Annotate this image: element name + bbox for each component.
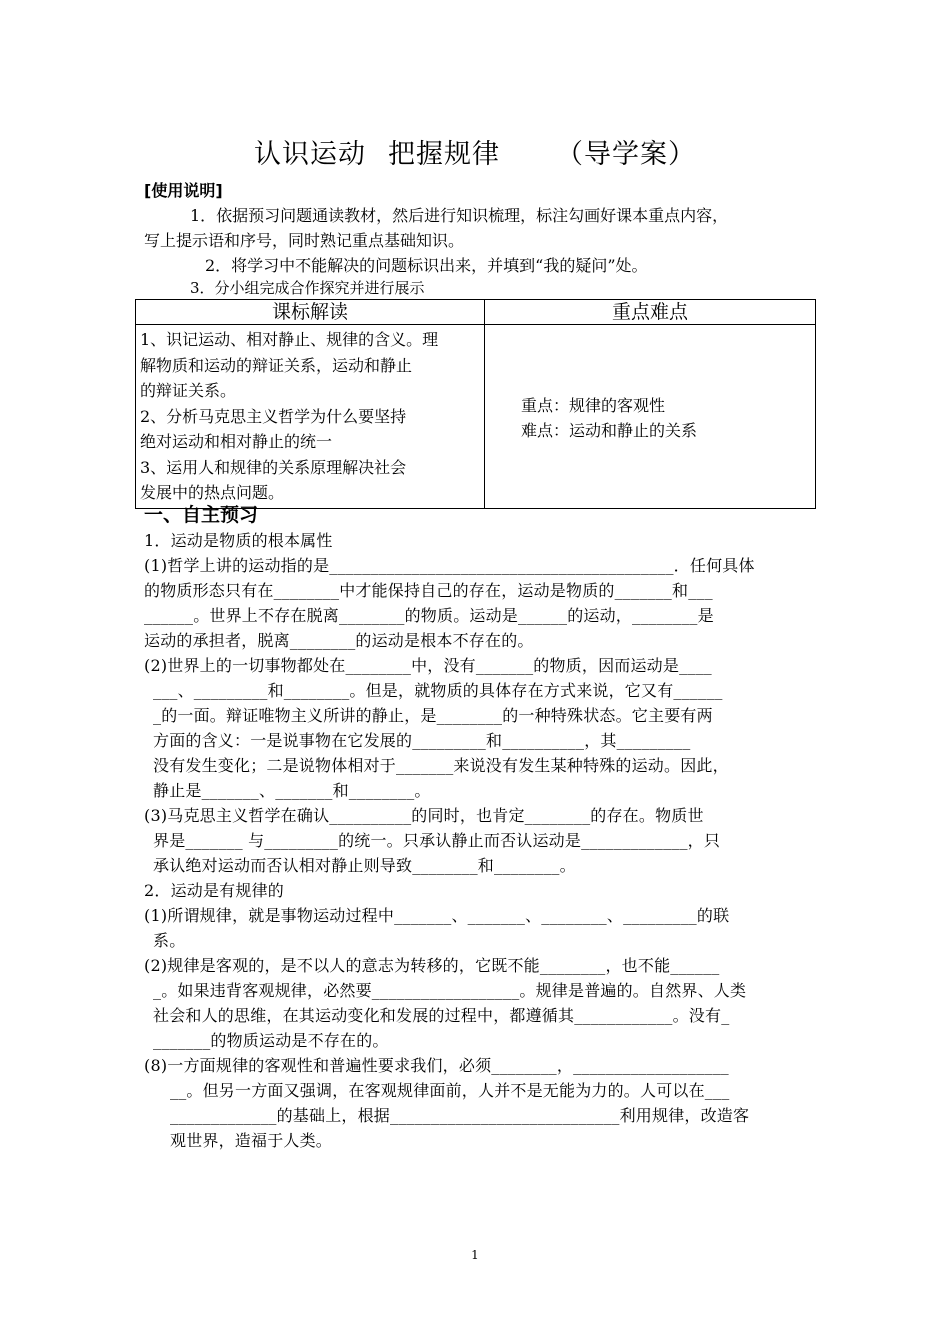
text-line: ______。世界上不存在脱离________的物质。运动是______的运动，________是 xyxy=(144,606,714,625)
text-line: 界是_______ 与_________的统一。只承认静止而否认运动是_____________，只 xyxy=(153,831,721,850)
text-line: 社会和人的思维，在其运动变化和发展的过程中，都遵循其____________。没有_ xyxy=(153,1006,730,1025)
usage-line-3: 2．将学习中不能解决的问题标识出来，并填到“我的疑问”处。 xyxy=(205,256,648,275)
key-point: 重点：规律的客观性 xyxy=(521,396,666,415)
table-header-curriculum: 课标解读 xyxy=(136,300,485,325)
text-line: _的一面。辩证唯物主义所讲的静止，是________的一种特殊状态。它主要有两 xyxy=(153,706,713,725)
usage-line-4: 3．分小组完成合作探究并进行展示 xyxy=(190,279,425,297)
usage-line-1: 1．依据预习问题通读教材，然后进行知识梳理，标注勾画好课本重点内容， xyxy=(190,206,729,225)
text-line: 观世界，造福于人类。 xyxy=(170,1131,333,1150)
curriculum-line: 的辩证关系。 xyxy=(140,381,237,400)
text-line: (2)世界上的一切事物都处在________中，没有_______的物质，因而运动是____ xyxy=(144,656,712,675)
curriculum-line: 发展中的热点问题。 xyxy=(140,483,285,502)
difficult-point: 难点：运动和静止的关系 xyxy=(521,421,698,440)
text-line: (2)规律是客观的，是不以人的意志为转移的，它既不能________，也不能______ xyxy=(144,956,720,975)
text-line: ___、_________和________。但是，就物质的具体存在方式来说，它又有______ xyxy=(153,681,723,700)
key-points-cell xyxy=(485,325,816,509)
section-title-self-study: 一、自主预习 xyxy=(144,504,259,526)
text-line: 静止是_______、_______和________。 xyxy=(153,781,431,800)
title-part-3: （导学案） xyxy=(556,139,696,170)
curriculum-line: 2、分析马克思主义哲学为什么要坚持 xyxy=(140,406,407,426)
text-line: 2．运动是有规律的 xyxy=(144,881,284,900)
usage-line-2: 写上提示语和序号，同时熟记重点基础知识。 xyxy=(144,231,465,250)
text-line: _______的物质运动是不存在的。 xyxy=(153,1031,389,1050)
text-line: (3)马克思主义哲学在确认__________的同时，也肯定________的存在。物质世 xyxy=(144,806,704,825)
text-line: (1)哲学上讲的运动指的是__________________________________________．任何具体 xyxy=(144,556,755,575)
table-header-key-points: 重点难点 xyxy=(485,300,816,325)
text-line: 的物质形态只有在________中才能保持自己的存在，运动是物质的_______和___ xyxy=(144,581,713,600)
page-title xyxy=(0,132,950,171)
curriculum-line: 绝对运动和相对静止的统一 xyxy=(140,432,333,451)
text-line: 1．运动是物质的根本属性 xyxy=(144,531,333,550)
text-line: 没有发生变化；二是说物体相对于_______来说没有发生某种特殊的运动。因此， xyxy=(153,756,729,775)
title-part-2: 把握规律 xyxy=(388,139,500,170)
curriculum-table xyxy=(135,299,816,509)
curriculum-cell xyxy=(136,325,485,509)
text-line: 系。 xyxy=(153,931,186,950)
text-line: _。如果违背客观规律，必然要__________________。规律是普遍的。自然界、人类 xyxy=(153,981,747,1000)
text-line: _____________的基础上，根据____________________________利用规律，改造客 xyxy=(170,1106,750,1125)
curriculum-line: 1、识记运动、相对静止、规律的含义。理 xyxy=(140,330,439,349)
curriculum-line: 3、运用人和规律的关系原理解决社会 xyxy=(140,457,407,477)
text-line: 方面的含义：一是说事物在它发展的_________和__________，其_________ xyxy=(153,731,691,750)
text-line: __。但另一方面又强调，在客观规律面前，人并不是无能为力的。人可以在___ xyxy=(170,1081,730,1100)
text-line: 承认绝对运动而否认相对静止则导致________和________。 xyxy=(153,856,576,875)
page-number: 1 xyxy=(471,1248,479,1262)
title-part-1: 认识运动 xyxy=(254,139,366,170)
text-line: 运动的承担者，脱离________的运动是根本不存在的。 xyxy=(144,631,534,650)
text-line: (1)所谓规律，就是事物运动过程中_______、_______、________、_________的联 xyxy=(144,906,730,925)
curriculum-line: 解物质和运动的辩证关系，运动和静止 xyxy=(140,355,413,375)
text-line: (8)一方面规律的客观性和普遍性要求我们，必须________，___________________ xyxy=(144,1056,729,1075)
usage-heading: [使用说明] xyxy=(144,181,223,200)
